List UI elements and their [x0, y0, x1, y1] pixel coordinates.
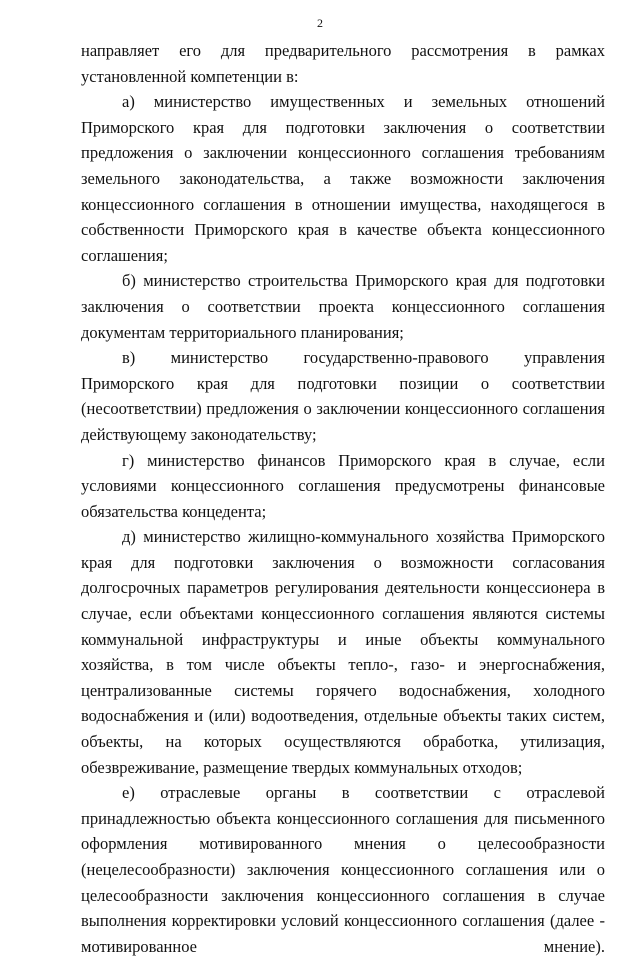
paragraph-item-b: б) министерство строительства Приморского края для подготовки заключения о соответствии проекта концессионного соглашения документам территориального планирования;: [81, 271, 605, 342]
paragraph-item-v: в) министерство государственно-правового управления Приморского края для подготовки позиции о соответствии (несоответствии) предложения о заключении концессионного соглашения действующему законодательству;: [81, 348, 605, 444]
paragraph-item-a: а) министерство имущественных и земельных отношений Приморского края для подготовки заключения о соответствии предложения о заключении концессионного соглашения требованиям земельного законодательства, а также возможности заключения концессионного соглашения в отношении имущества, находящегося в собственности Приморского края в качестве объекта концессионного соглашения;: [81, 92, 605, 265]
paragraph-intro: направляет его для предварительного рассмотрения в рамках установленной компетенции в:: [81, 41, 605, 86]
paragraph-item-d: д) министерство жилищно-коммунального хозяйства Приморского края для подготовки заключения о возможности согласования долгосрочных параметров регулирования деятельности концессионера в случае, если объектами концессионного соглашения являются системы коммунальной инфраструктуры и иные объекты коммунального хозяйства, в том числе объекты тепло-, газо- и энергоснабжения, централизованные системы горячего водоснабжения, холодного водоснабжения и (или) водоотведения, отдельные объекты таких систем, объекты, на которых осуществляются обработка, утилизация, обезвреживание, размещение твердых коммунальных отходов;: [81, 527, 605, 777]
paragraph-item-e: е) отраслевые органы в соответствии с отраслевой принадлежностью объекта концессионного соглашения для письменного оформления мотивированного мнения о целесообразности (нецелесообразности) заключения концессионного соглашения или о целесообразности заключения концессионного соглашения в случае выполнения корректировки условий концессионного соглашения (далее - мотивированное мнение).: [81, 783, 605, 956]
document-body: [81, 38, 605, 959]
paragraph-item-g: г) министерство финансов Приморского края в случае, если условиями концессионного соглашения предусмотрены финансовые обязательства концедента;: [81, 450, 605, 521]
page-number: 2: [317, 16, 323, 30]
